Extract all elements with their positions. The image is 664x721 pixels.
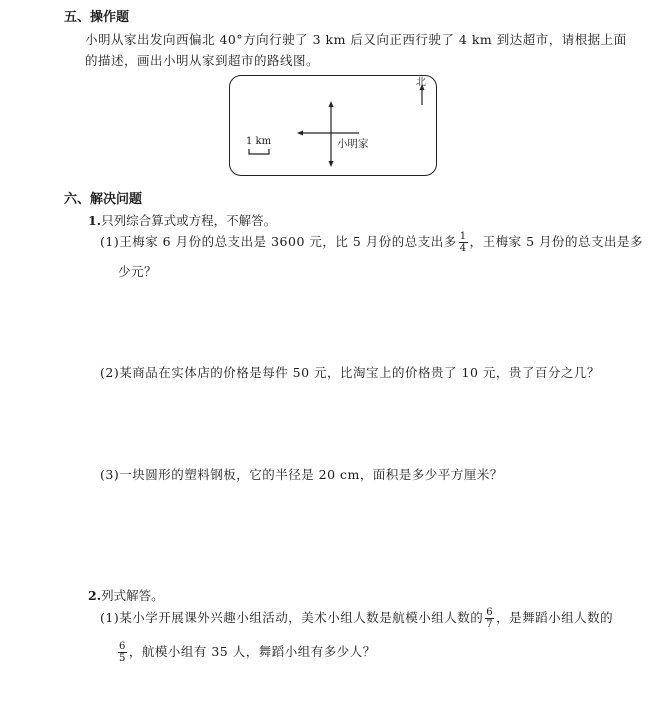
frac-numerator: 1 [459, 231, 467, 242]
question-1-part-2: (2)某商品在实体店的价格是每件 50 元，比淘宝上的价格贵了 10 元，贵了百分之几？ [100, 365, 600, 380]
question-2-part-1-line-1 [100, 606, 613, 630]
q2p1-text-b: ，是舞蹈小组人数的 [496, 610, 614, 625]
down-arrowhead-icon [328, 161, 333, 167]
q1p1-text-b: ，王梅家 5 月份的总支出是多 [469, 234, 644, 249]
question-1-instruction: 只列综合算式或方程，不解答。 [101, 213, 277, 228]
question-2-part-1-line-2 [116, 640, 376, 664]
fraction-one-quarter [459, 231, 468, 254]
question-1-number: 1. [88, 213, 102, 228]
q1p1-text-a: (1)王梅家 6 月份的总支出是 3600 元，比 5 月份的总支出多 [100, 234, 457, 249]
up-arrowhead-icon [328, 101, 333, 107]
fraction-six-fifths [118, 641, 127, 664]
section-6-title: 六、解决问题 [64, 192, 143, 207]
route-map-frame [229, 75, 437, 176]
frac-numerator: 6 [119, 641, 126, 652]
question-1-part-1-line-2: 少元？ [118, 264, 158, 279]
section-5-title: 五、操作题 [64, 10, 130, 25]
frac-denominator: 4 [459, 243, 467, 254]
section-5-line-2: 的描述，画出小明从家到超市的路线图。 [85, 53, 320, 68]
question-1-part-3: (3)一块圆形的塑料钢板，它的半径是 20 cm，面积是多少平方厘米？ [100, 467, 503, 482]
question-2-instruction: 列式解答。 [101, 588, 164, 603]
frac-numerator: 6 [486, 607, 494, 618]
north-label: 北 [416, 77, 426, 88]
frac-denominator: 5 [119, 653, 126, 664]
fraction-six-sevenths [485, 607, 494, 630]
question-1-part-1-line-1 [100, 230, 643, 254]
west-arrowhead-icon [297, 130, 303, 135]
scale-bar [249, 149, 269, 154]
question-2-number: 2. [88, 588, 102, 603]
home-label: 小明家 [337, 138, 369, 150]
question-1-header [88, 211, 276, 229]
route-map-drawing [229, 75, 437, 176]
q2p1-text-c: ，航模小组有 35 人，舞蹈小组有多少人？ [128, 644, 376, 659]
q2p1-text-a: (1)某小学开展课外兴趣小组活动，美术小组人数是航模小组人数的 [100, 610, 484, 625]
section-5-line-1: 小明从家出发向西偏北 40°方向行驶了 3 km 后又向正西行驶了 4 km 到达超市，请根据上面 [85, 32, 627, 47]
frac-denominator: 7 [486, 619, 494, 630]
question-2-header [88, 586, 164, 604]
scale-label: 1 km [246, 136, 272, 147]
